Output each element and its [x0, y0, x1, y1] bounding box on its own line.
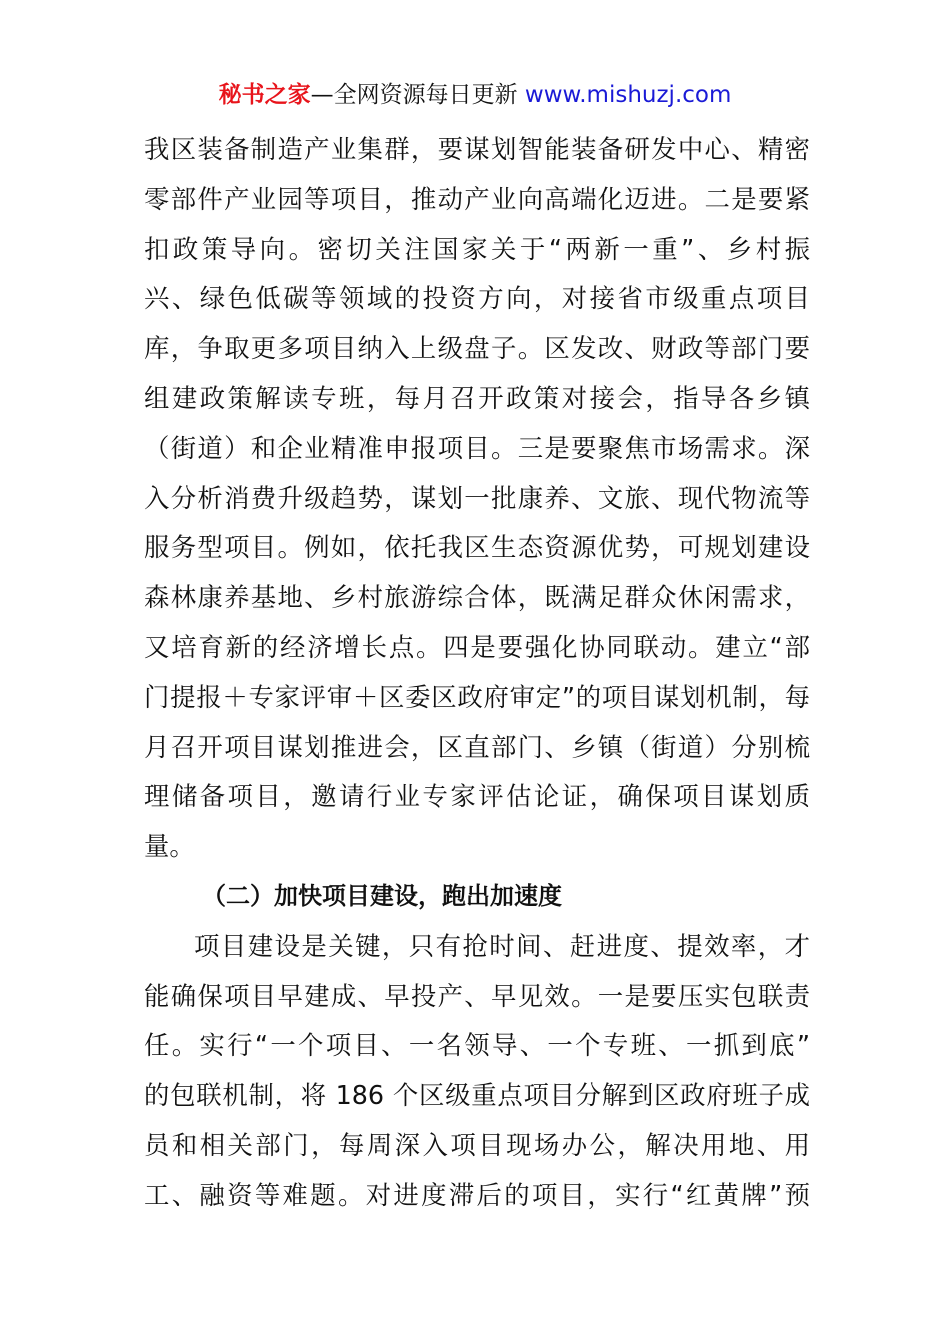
document-body	[144, 125, 810, 1221]
text-line: 项目建设是关键，只有抢时间、赶进度、提效率，才	[194, 930, 810, 961]
text-line: 零部件产业园等项目，推动产业向高端化迈进。二是要紧	[144, 183, 810, 214]
text-line: 库，争取更多项目纳入上级盘子。区发改、财政等部门要	[144, 333, 810, 364]
text-line: 服务型项目。例如，依托我区生态资源优势，可规划建设	[144, 532, 810, 563]
text-line: 任。实行“一个项目、一名领导、一个专班、一抓到底”	[144, 1030, 810, 1061]
site-header	[0, 78, 950, 112]
text-line: 月召开项目谋划推进会，区直部门、乡镇（街道）分别梳	[144, 731, 810, 762]
site-brand: 秘书之家	[218, 82, 311, 108]
text-line: 门提报＋专家评审＋区委区政府审定”的项目谋划机制，每	[144, 681, 810, 712]
text-line: 能确保项目早建成、早投产、早见效。一是要压实包联责	[144, 980, 810, 1011]
text-line: （街道）和企业精准申报项目。三是要聚焦市场需求。深	[144, 432, 810, 463]
text-line: 员和相关部门，每周深入项目现场办公，解决用地、用	[144, 1129, 810, 1160]
text-line: 兴、绿色低碳等领域的投资方向，对接省市级重点项目	[144, 283, 810, 314]
text-line: 理储备项目，邀请行业专家评估论证，确保项目谋划质	[144, 781, 810, 812]
text-line: 的包联机制，将 186 个区级重点项目分解到区政府班子成	[144, 1080, 810, 1111]
text-line: 入分析消费升级趋势，谋划一批康养、文旅、现代物流等	[144, 482, 810, 513]
site-tagline: —全网资源每日更新	[310, 82, 518, 108]
section-heading: （二）加快项目建设，跑出加速度	[202, 881, 562, 910]
site-url-link[interactable]: www.mishuzj.com	[524, 82, 732, 108]
text-line: 森林康养基地、乡村旅游综合体，既满足群众休闲需求，	[144, 582, 810, 613]
text-line: 又培育新的经济增长点。四是要强化协同联动。建立“部	[144, 631, 810, 662]
text-line: 扣政策导向。密切关注国家关于“两新一重”、乡村振	[144, 233, 810, 264]
text-line: 量。	[144, 831, 195, 862]
text-line: 组建政策解读专班，每月召开政策对接会，指导各乡镇	[144, 382, 810, 413]
text-line: 工、融资等难题。对进度滞后的项目，实行“红黄牌”预	[144, 1179, 810, 1210]
text-line: 我区装备制造产业集群，要谋划智能装备研发中心、精密	[144, 134, 810, 164]
